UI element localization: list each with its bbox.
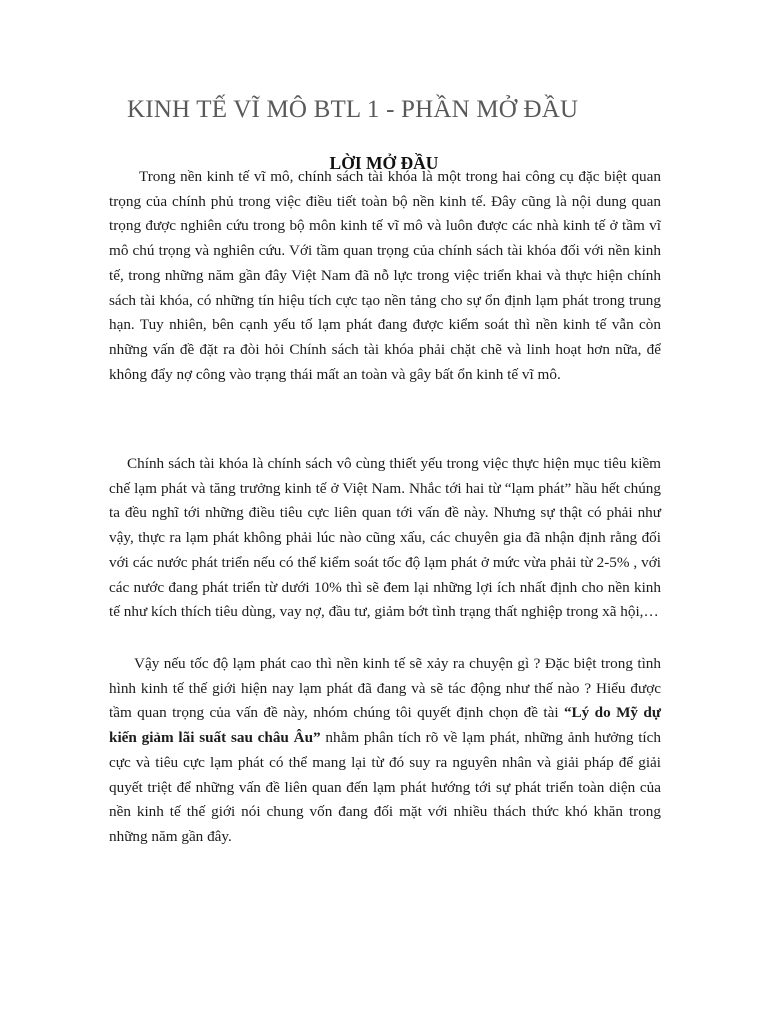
- paragraph-3-text: [109, 652, 661, 850]
- paragraph-3-text-after: nhằm phân tích rõ về lạm phát, những ảnh hưởng tích cực và tiêu cực lạm phát có thể mang lại từ đó suy ra nguyên nhân và giải pháp để giải quyết triệt để những vấn đề liên quan đến lạm phát hướng tới sự phát triển toàn diện của nền kinh tế thế giới nói chung vốn đang đối mặt với nhiều thách thức khó khăn trong những năm gần đây.: [109, 729, 661, 845]
- document-title: KINH TẾ VĨ MÔ BTL 1 - PHẦN MỞ ĐẦU: [127, 96, 579, 123]
- paragraph-2-text: Chính sách tài khóa là chính sách vô cùng thiết yếu trong việc thực hiện mục tiêu kiềm chế lạm phát và tăng trưởng kinh tế ở Việt Nam. Nhắc tới hai từ “lạm phát” hầu hết chúng ta đều nghĩ tới những điều tiêu cực liên quan tới vấn đề này. Nhưng sự thật có phải như vậy, thực ra lạm phát không phải lúc nào cũng xấu, các chuyên gia đã nhận định rằng đối với các nước phát triển nếu có thể kiểm soát tốc độ lạm phát ở mức vừa phải từ 2-5% , với các nước đang phát triển từ dưới 10% thì sẽ đem lại những lợi ích nhất định cho nền kinh tế như kích thích tiêu dùng, vay nợ, đầu tư, giảm bớt tình trạng thất nghiệp trong xã hội,…: [109, 455, 661, 621]
- topic-title-bold: “Lý do Mỹ dự kiến giảm lãi suất sau châu Âu”: [109, 704, 661, 747]
- paragraph-2: [109, 452, 661, 625]
- section-heading: LỜI MỞ ĐẦU: [329, 153, 439, 173]
- paragraph-3-text-before: Vậy nếu tốc độ lạm phát cao thì nền kinh tế sẽ xảy ra chuyện gì ? Đặc biệt trong tình hình kinh tế thế giới hiện nay lạm phát đã đang và sẽ tác động như thế nào ? Hiểu được tầm quan trọng của vấn đề này, nhóm chúng tôi quyết định chọn đề tài: [109, 655, 661, 722]
- paragraph-3: [109, 652, 661, 850]
- paragraph-1-text: Trong nền kinh tế vĩ mô, chính sách tài khóa là một trong hai công cụ đặc biệt quan trọng của chính phủ trong việc điều tiết toàn bộ nền kinh tế. Đây cũng là nội dung quan trọng được nghiên cứu trong bộ môn kinh tế vĩ mô và luôn được các nhà kinh tế ở tầm vĩ mô chú trọng và nghiên cứu. Với tầm quan trọng của chính sách tài khóa đối với nền kinh tế, trong những năm gần đây Việt Nam đã nỗ lực trong việc triển khai và thực hiện chính sách tài khóa, có những tín hiệu tích cực tạo nền tảng cho sự ổn định lạm phát trong trung hạn. Tuy nhiên, bên cạnh yếu tố lạm phát đang được kiểm soát thì nền kinh tế vẫn còn những vấn đề đặt ra đòi hỏi Chính sách tài khóa phải chặt chẽ và linh hoạt hơn nữa, để không đẩy nợ công vào trạng thái mất an toàn và gây bất ổn kinh tế vĩ mô.: [109, 168, 661, 383]
- paragraph-1: [109, 165, 661, 387]
